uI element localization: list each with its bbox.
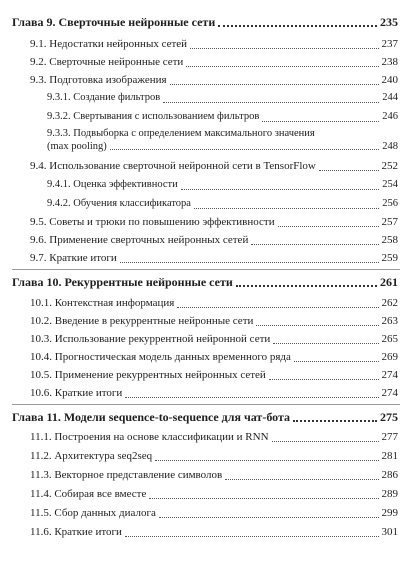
entry-title: 9.4.2. Обучения классификатора (47, 198, 191, 209)
page-number: 235 (380, 15, 398, 29)
dot-leader (155, 460, 378, 461)
toc-subentry (47, 195, 398, 213)
toc-entry (30, 504, 398, 522)
dot-leader (262, 121, 379, 122)
toc-entry (30, 485, 398, 503)
dot-leader (294, 361, 379, 362)
page-number: 299 (381, 507, 398, 519)
page-number: 258 (381, 234, 398, 246)
dot-leader (319, 170, 379, 171)
entry-title: 11.2. Архитектура seq2seq (30, 450, 153, 462)
page-number: 286 (381, 469, 398, 481)
toc-entry (30, 71, 398, 89)
toc-subentry (47, 127, 398, 153)
page-number: 248 (382, 141, 398, 152)
entry-title: 10.1. Контекстная информация (30, 297, 175, 309)
entry-title: 11.1. Построения на основе классификации и RNN (30, 431, 269, 443)
dot-leader (163, 102, 379, 103)
toc-entry (30, 366, 398, 384)
toc-entry (30, 384, 398, 402)
dot-leader (125, 397, 378, 398)
entry-title: 10.6. Краткие итоги (30, 387, 123, 399)
entry-title-line (47, 127, 398, 140)
dot-leader (218, 25, 377, 27)
page-number: 257 (381, 216, 398, 228)
toc-entry (30, 231, 398, 249)
toc-subentry (47, 176, 398, 194)
toc-entry (30, 312, 398, 330)
chapter-title: Глава 11. Модели sequence-to-sequence для чат-бота (12, 410, 291, 424)
entry-title: 9.3.2. Свертывания с использованием фильтров (47, 111, 260, 122)
entry-title: 11.5. Сбор данных диалога (30, 507, 156, 519)
page-number: 252 (381, 160, 398, 172)
page-number: 301 (381, 526, 398, 538)
dot-leader (190, 48, 378, 49)
entry-title: 9.3. Подготовка изображения (30, 74, 167, 86)
toc-entry (30, 330, 398, 348)
page-number: 237 (381, 38, 398, 50)
page-number: 261 (380, 275, 398, 289)
dot-leader (170, 84, 379, 85)
chapter-heading (12, 408, 398, 426)
dot-leader (120, 262, 379, 263)
entry-title: 9.1. Недостатки нейронных сетей (30, 38, 188, 50)
page-number: 238 (381, 56, 398, 68)
entry-title: 9.2. Сверточные нейронные сети (30, 56, 184, 68)
entry-title: 11.4. Собирая все вместе (30, 488, 147, 500)
dot-leader (251, 244, 378, 245)
dot-leader (269, 379, 379, 380)
entry-title-line (47, 140, 398, 153)
chapter-divider (12, 269, 400, 270)
page-number: 269 (381, 351, 398, 363)
entry-title: 9.3.3. Подвыборка с определением максимального значения (47, 128, 315, 139)
toc-entry (30, 249, 398, 267)
entry-title: 9.6. Применение сверточных нейронных сетей (30, 234, 249, 246)
toc-entry (30, 53, 398, 71)
page-number: 240 (381, 74, 398, 86)
entry-title: 9.3.1. Создание фильтров (47, 92, 161, 103)
entry-title: 10.4. Прогностическая модель данных временного ряда (30, 351, 291, 363)
toc-entry (30, 466, 398, 484)
chapter-heading (12, 13, 398, 31)
dot-leader (181, 189, 380, 190)
dot-leader (186, 66, 378, 67)
page-number: 246 (382, 111, 398, 122)
dot-leader (272, 441, 379, 442)
entry-title: 10.5. Применение рекуррентных нейронных сетей (30, 369, 266, 381)
page-number: 262 (381, 297, 398, 309)
dot-leader (236, 285, 377, 287)
toc-entry (30, 523, 398, 541)
page-number: 244 (382, 92, 398, 103)
dot-leader (125, 536, 379, 537)
page-number: 275 (380, 410, 398, 424)
toc-entry (30, 348, 398, 366)
toc-subentry (47, 89, 398, 107)
entry-title: 9.4. Использование сверточной нейронной сети в TensorFlow (30, 160, 316, 172)
dot-leader (159, 517, 379, 518)
dot-leader (278, 226, 379, 227)
toc-entry (30, 213, 398, 231)
chapter-title: Глава 9. Сверточные нейронные сети (12, 15, 216, 29)
chapter-heading (12, 273, 398, 291)
toc-entry (30, 294, 398, 312)
toc-entry (30, 157, 398, 175)
page-number: 274 (381, 387, 398, 399)
toc-entry (30, 428, 398, 446)
entry-title: 9.7. Краткие итоги (30, 252, 117, 264)
chapter-title: Глава 10. Рекуррентные нейронные сети (12, 275, 233, 289)
entry-title: 9.4.1. Оценка эффективности (47, 179, 178, 190)
toc-subentry (47, 108, 398, 126)
page-number: 265 (381, 333, 398, 345)
dot-leader (177, 307, 378, 308)
entry-title: 11.3. Векторное представление символов (30, 469, 223, 481)
page-number: 256 (382, 198, 398, 209)
page-number: 277 (381, 431, 398, 443)
toc-entry (30, 447, 398, 465)
dot-leader (256, 325, 378, 326)
dot-leader (273, 343, 378, 344)
dot-leader (293, 420, 377, 422)
dot-leader (149, 498, 378, 499)
page-number: 263 (381, 315, 398, 327)
dot-leader (225, 479, 378, 480)
entry-title: 9.5. Советы и трюки по повышению эффективности (30, 216, 275, 228)
entry-title-continued: (max pooling) (47, 141, 107, 152)
entry-title: 11.6. Краткие итоги (30, 526, 122, 538)
page-number: 259 (381, 252, 398, 264)
dot-leader (194, 208, 379, 209)
toc-entry (30, 35, 398, 53)
chapter-divider (12, 404, 400, 405)
entry-title: 10.3. Использование рекуррентной нейронной сети (30, 333, 271, 345)
page-number: 274 (381, 369, 398, 381)
page-number: 254 (382, 179, 398, 190)
page-number: 289 (381, 488, 398, 500)
page-number: 281 (381, 450, 398, 462)
entry-title: 10.2. Введение в рекуррентные нейронные сети (30, 315, 254, 327)
dot-leader (110, 149, 379, 150)
